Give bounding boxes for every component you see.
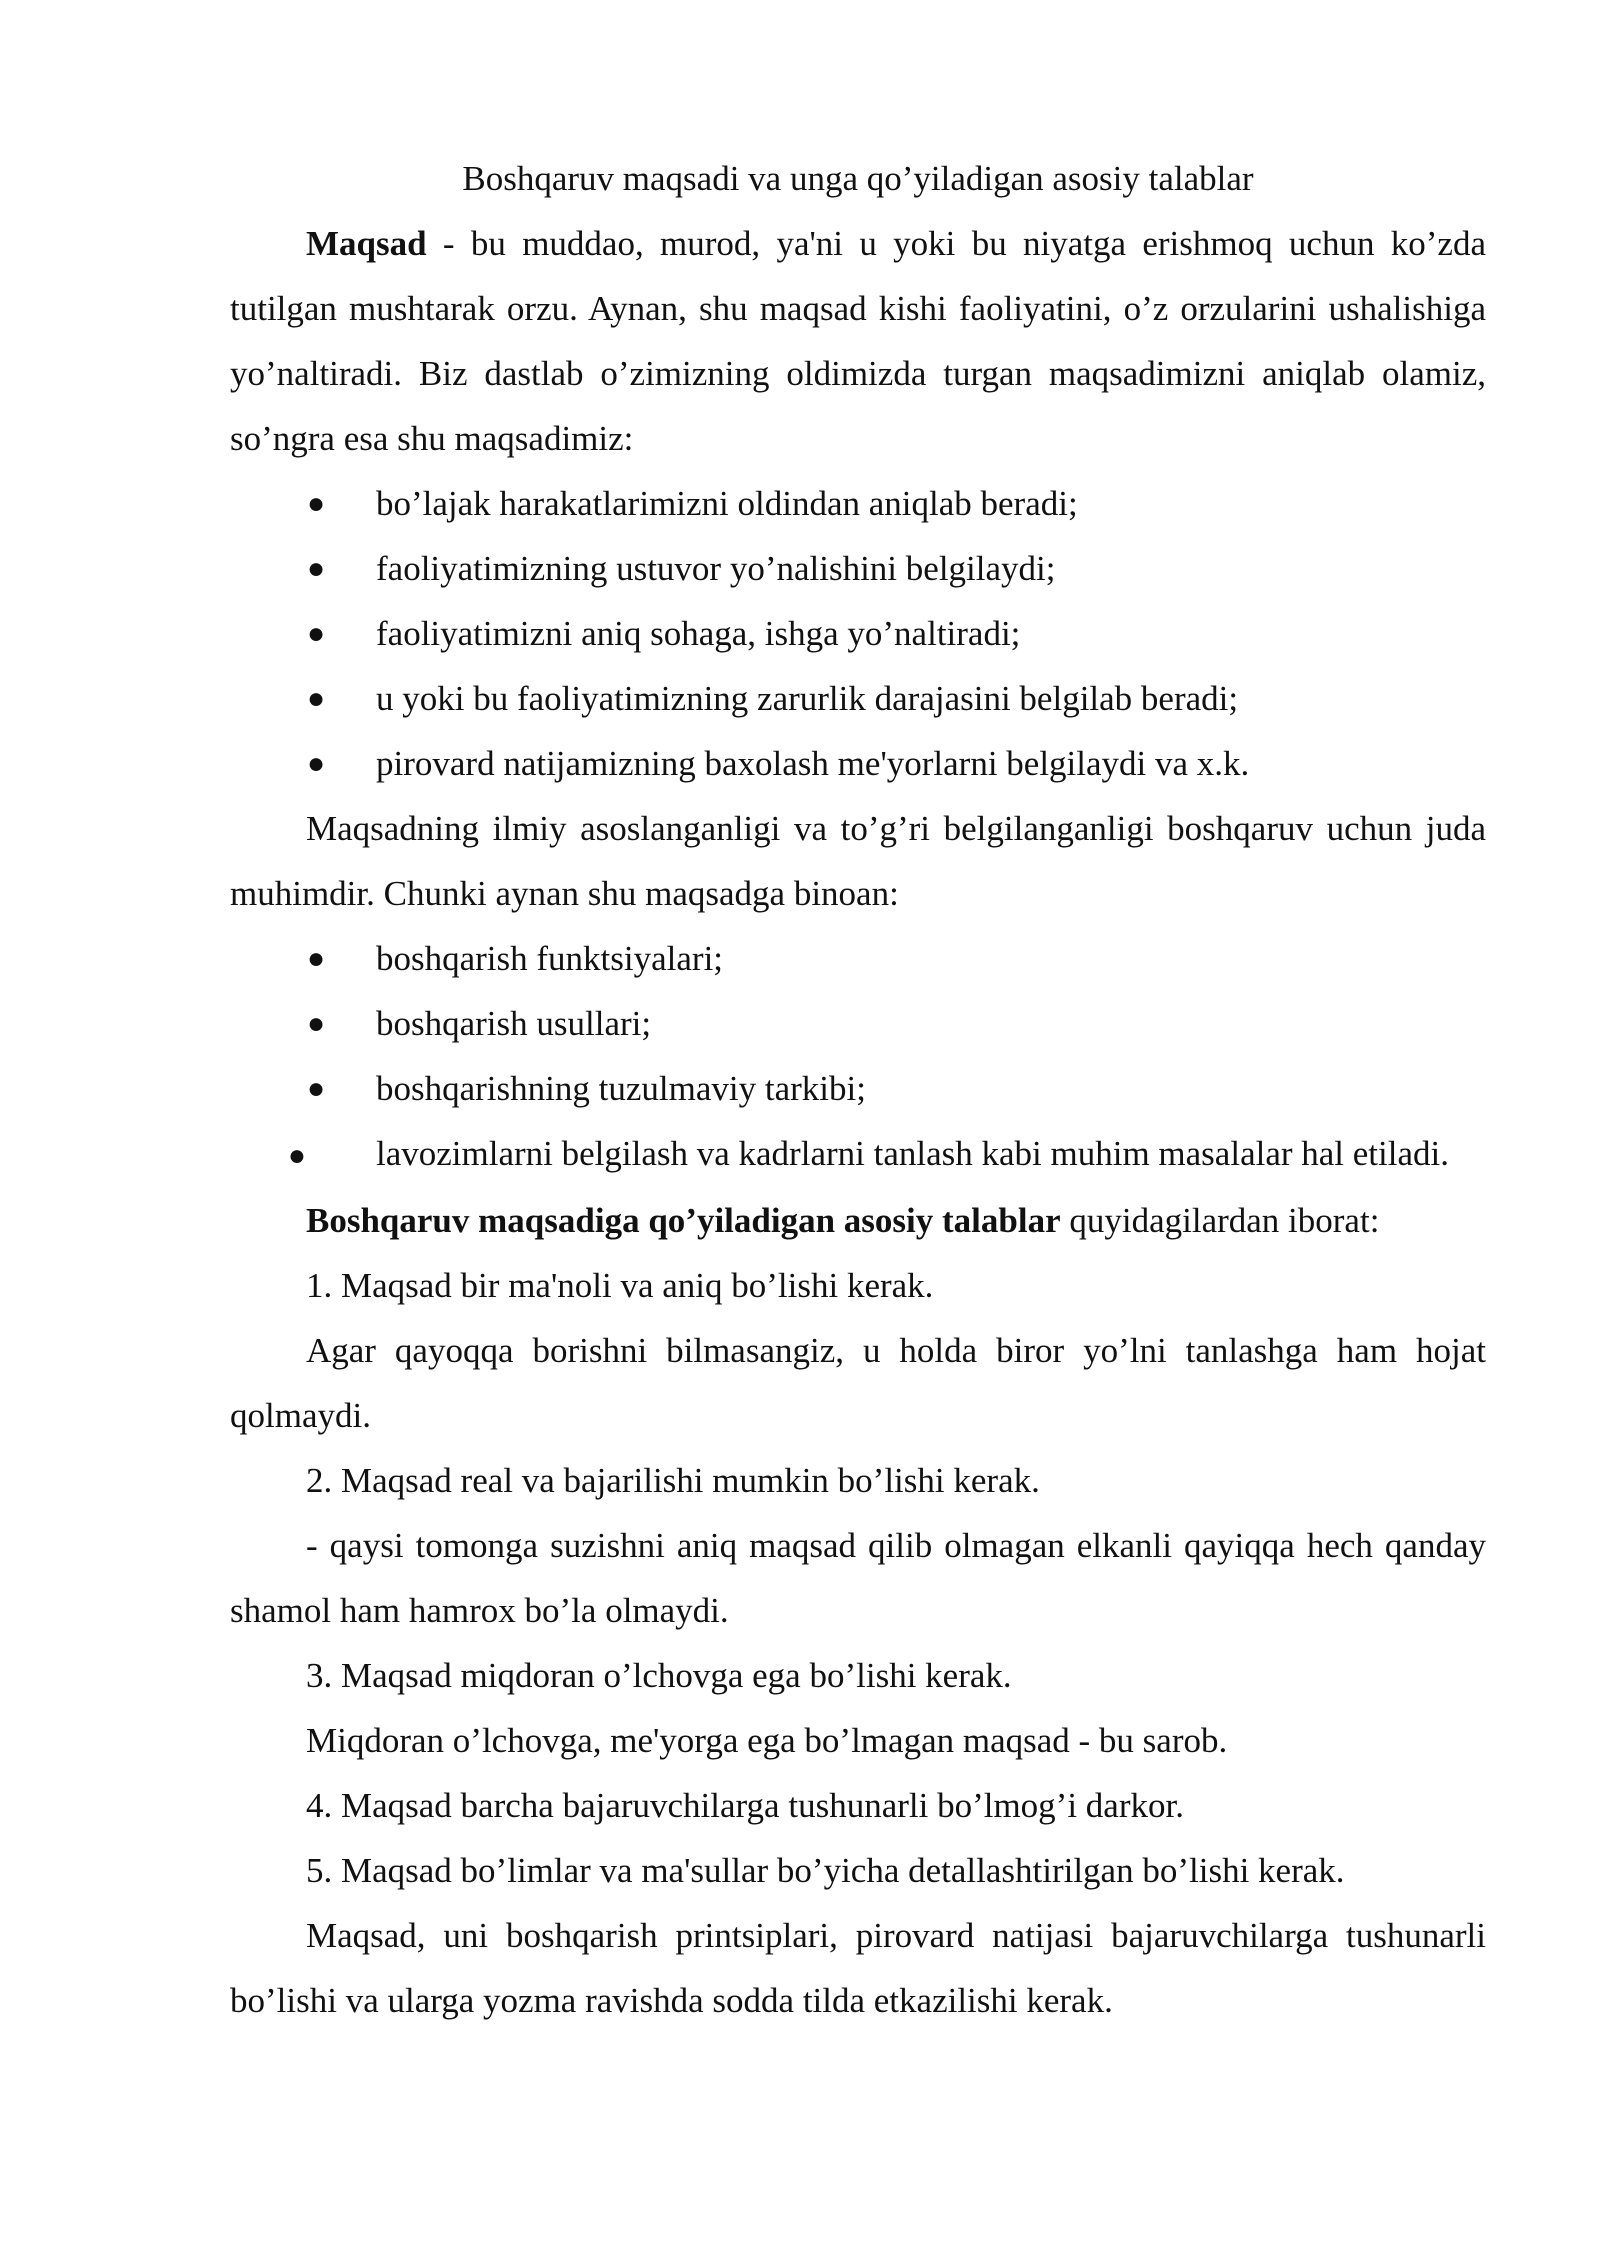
bullet-icon: ● (307, 552, 326, 585)
requirement-paragraph: Miqdoran o’lchovga, me'yorga ega bo’lmagan maqsad - bu sarob. (306, 1721, 1228, 1760)
requirement-paragraph: 3. Maqsad miqdoran o’lchovga ega bo’lishi kerak. (306, 1656, 1012, 1695)
requirement-paragraph: 2. Maqsad real va bajarilishi mumkin bo’lishi kerak. (306, 1461, 1040, 1500)
document-title: Boshqaruv maqsadi va unga qo’yiladigan asosiy talablar (462, 159, 1254, 198)
intro-term: Maqsad (306, 224, 427, 263)
bullet-icon: ● (287, 1139, 306, 1172)
document-page (230, 146, 1486, 2033)
bullet-icon: ● (307, 1072, 326, 1105)
intro-text: - bu muddao, murod, ya'ni u yoki bu niyatga erishmoq uchun ko’zda tutilgan mushtarak orzu. Aynan, shu maqsad kishi faoliyatini, o’z orzularini ushalishiga yo’naltiradi. Biz dastlab o’zimizning oldimizda turgan maqsadimizni aniqlab olamiz, so’ngra esa shu maqsadimiz: (230, 224, 1486, 458)
list-item: ● bo’lajak harakatlarimizni oldindan aniqlab beradi; (230, 471, 1486, 536)
importance-paragraph: Maqsadning ilmiy asoslanganligi va to’g’ri belgilanganligi boshqaruv uchun juda muhimdir. Chunki aynan shu maqsadga binoan: (230, 809, 1486, 913)
bullet-icon: ● (307, 617, 326, 650)
list-item: ● boshqarishning tuzulmaviy tarkibi; (230, 1056, 1486, 1121)
intro-paragraph (230, 211, 1486, 471)
requirements-term: Boshqaruv maqsadiga qo’yiladigan asosiy talablar (306, 1201, 1061, 1240)
requirement-paragraph: 4. Maqsad barcha bajaruvchilarga tushunarli bo’lmog’i darkor. (306, 1786, 1184, 1825)
list-item: ● faoliyatimizning ustuvor yo’nalishini belgilaydi; (230, 536, 1486, 601)
requirement-paragraph: Maqsad, uni boshqarish printsiplari, pirovard natijasi bajaruvchilarga tushunarli bo’lishi va ularga yozma ravishda sodda tilda etkazilishi kerak. (230, 1916, 1486, 2020)
requirement-paragraph: - qaysi tomonga suzishni aniq maqsad qilib olmagan elkanli qayiqqa hech qanday shamol ham hamrox bo’la olmaydi. (230, 1526, 1486, 1630)
management-aspects-list (230, 926, 1486, 1188)
list-item: ● boshqarish usullari; (230, 991, 1486, 1056)
bullet-icon: ● (307, 682, 326, 715)
list-item: ● faoliyatimizni aniq sohaga, ishga yo’naltiradi; (230, 601, 1486, 666)
bullet-icon: ● (307, 747, 326, 780)
requirement-paragraph: Agar qayoqqa borishni bilmasangiz, u holda biror yo’lni tanlashga ham hojat qolmaydi. (230, 1331, 1486, 1435)
requirements-intro-paragraph (230, 1188, 1486, 1253)
requirement-paragraph: 1. Maqsad bir ma'noli va aniq bo’lishi kerak. (306, 1266, 934, 1305)
bullet-icon: ● (307, 1007, 326, 1040)
requirements-text: quyidagilardan iborat: (1060, 1201, 1380, 1240)
bullet-icon: ● (307, 942, 326, 975)
list-item: ● lavozimlarni belgilash va kadrlarni tanlash kabi muhim masalalar hal etiladi. (230, 1121, 1486, 1188)
requirement-paragraph: 5. Maqsad bo’limlar va ma'sullar bo’yicha detallashtirilgan bo’lishi kerak. (306, 1851, 1345, 1890)
goal-functions-list (230, 471, 1486, 796)
list-item: ● pirovard natijamizning baxolash me'yorlarni belgilaydi va x.k. (230, 731, 1486, 796)
list-item: ● u yoki bu faoliyatimizning zarurlik darajasini belgilab beradi; (230, 666, 1486, 731)
list-item: ● boshqarish funktsiyalari; (230, 926, 1486, 991)
bullet-icon: ● (307, 487, 326, 520)
